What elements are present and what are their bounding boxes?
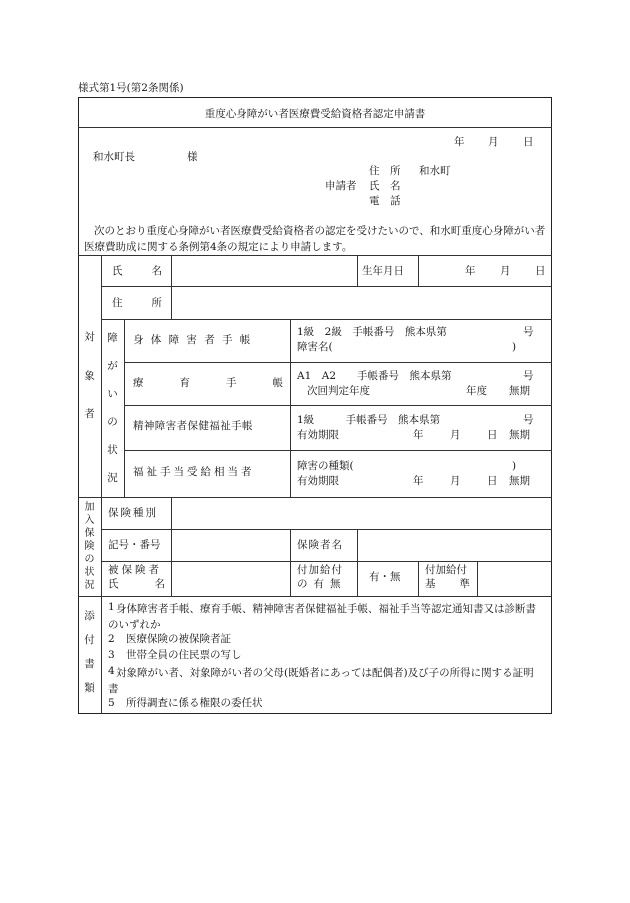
insurance-type-label: 保険種別	[108, 507, 158, 519]
applicant-address-label: 住 所	[369, 165, 401, 177]
mental-card-line1: 1級 手帳番号 熊本県第	[297, 414, 441, 426]
applicant-address-value: 和水町	[419, 165, 451, 177]
intro-text: 次のとおり重度心身障がい者医療費受給資格者の認定を受けたいので、和水町重度心身障がい者医療費助成に関する条例第4条の規定により申請します。	[84, 225, 546, 253]
subject-side-label: 対 象 者	[84, 331, 95, 421]
divider	[101, 596, 102, 714]
insurance-side-label: 加 入 保 険 の 状 況	[84, 501, 95, 591]
birth-month-label: 月	[500, 265, 511, 277]
attachment-2-num: 2	[108, 633, 115, 645]
mental-card-indefinite: 無期	[509, 429, 530, 441]
supplement-label-line2: の有無	[297, 578, 347, 590]
mental-card-year: 年	[413, 429, 424, 441]
divider	[290, 319, 291, 497]
addressee-honorific: 様	[187, 151, 198, 163]
welfare-allowance-label: 福祉手当受給相当者	[133, 466, 255, 478]
divider	[124, 450, 552, 451]
date-year-label: 年	[454, 136, 465, 148]
divider	[78, 255, 552, 256]
disability-side-label: 障 が い の 状 況	[107, 331, 118, 484]
mental-health-card-label: 精神障害者保健福祉手帳	[133, 420, 253, 432]
divider	[101, 286, 552, 287]
rehab-card-indefinite: 無期	[509, 385, 530, 397]
attachment-2-text: 医療保険の被保険者証	[126, 633, 231, 645]
divider	[101, 319, 552, 320]
date-day-label: 日	[523, 136, 534, 148]
welfare-indefinite: 無期	[509, 475, 530, 487]
applicant-name-label: 氏 名	[369, 180, 401, 192]
physical-card-line2: 障害名(	[297, 341, 333, 353]
birthdate-label: 生年月日	[362, 265, 404, 277]
addressee-name: 和水町長	[93, 151, 135, 163]
welfare-line1-end: )	[512, 460, 517, 472]
attachment-5-text: 所得調査に係る権限の委任状	[126, 697, 263, 709]
divider	[290, 529, 291, 596]
divider	[124, 319, 125, 497]
date-month-label: 月	[488, 136, 499, 148]
divider	[101, 529, 552, 530]
divider	[124, 405, 552, 406]
rehab-card-line1: A1 A2 手帳番号 熊本県第	[297, 370, 452, 382]
subject-name-label: 氏 名	[112, 265, 162, 277]
insured-label-line1: 被保険者	[108, 564, 162, 576]
rehab-card-year-label: 年度	[466, 385, 487, 397]
welfare-line1: 障害の種類(	[297, 460, 354, 472]
physical-disability-card-label: 身体障害者手帳	[133, 334, 258, 346]
form-title: 重度心身障がい者医療費受給資格者認定申請書	[204, 108, 426, 120]
criteria-label-line1: 付加給付	[425, 564, 467, 576]
physical-card-line1: 1級 2級 手帳番号 熊本県第	[297, 326, 447, 338]
attachment-3-text: 世帯全員の住民票の写し	[126, 649, 242, 661]
attachment-4-text: 対象障がい者、対象障がい者の父母(既婚者にあっては配偶者)及び子の所得に関する証明書	[108, 667, 534, 695]
divider	[124, 362, 552, 363]
insurance-symbol-label: 記号・番号	[108, 539, 161, 551]
divider	[78, 497, 552, 498]
rehab-card-line2: 次回判定年度	[307, 385, 370, 397]
welfare-day: 日	[487, 475, 498, 487]
divider	[418, 561, 419, 596]
attachments-side-label: 添 付 書 類	[84, 609, 95, 694]
mental-card-month: 月	[450, 429, 461, 441]
birth-day-label: 日	[535, 265, 546, 277]
applicant-phone-label: 電 話	[369, 195, 401, 207]
applicant-label: 申請者	[325, 180, 357, 192]
welfare-month: 月	[450, 475, 461, 487]
divider	[171, 255, 172, 319]
insured-label-line2: 氏 名	[108, 578, 165, 590]
birth-year-label: 年	[465, 265, 476, 277]
divider	[78, 596, 552, 597]
form-number: 様式第1号(第2条関係)	[78, 82, 184, 94]
divider	[78, 127, 552, 128]
attachment-4-num: 4	[108, 665, 115, 677]
divider	[171, 497, 172, 596]
supplement-yes-no: 有・無	[369, 571, 401, 583]
insurer-name-label: 保険者名	[297, 539, 343, 551]
divider	[357, 529, 358, 596]
welfare-validity-label: 有効期限	[297, 475, 339, 487]
mental-card-number-suffix: 号	[523, 414, 534, 426]
mental-card-day: 日	[487, 429, 498, 441]
welfare-year: 年	[413, 475, 424, 487]
attachment-5-num: 5	[108, 697, 115, 709]
subject-address-label: 住 所	[112, 297, 162, 309]
attachment-3-num: 3	[108, 649, 115, 661]
rehabilitation-card-label: 療 育 手 帳	[133, 377, 283, 389]
rehab-card-number-suffix: 号	[523, 370, 534, 382]
mental-card-validity-label: 有効期限	[297, 429, 339, 441]
physical-card-line2-end: )	[512, 341, 517, 353]
divider	[418, 255, 419, 286]
physical-card-number-suffix: 号	[523, 326, 534, 338]
divider	[477, 561, 478, 596]
attachment-1-text: 身体障害者手帳、療育手帳、精神障害者保健福祉手帳、福祉手当等認定通知書又は診断書のいずれか	[108, 603, 536, 631]
supplement-label-line1: 付加給付	[297, 564, 343, 576]
criteria-label-line2: 基 準	[425, 578, 470, 590]
divider	[357, 255, 358, 286]
divider	[101, 561, 552, 562]
attachment-1-num: 1	[108, 601, 115, 613]
